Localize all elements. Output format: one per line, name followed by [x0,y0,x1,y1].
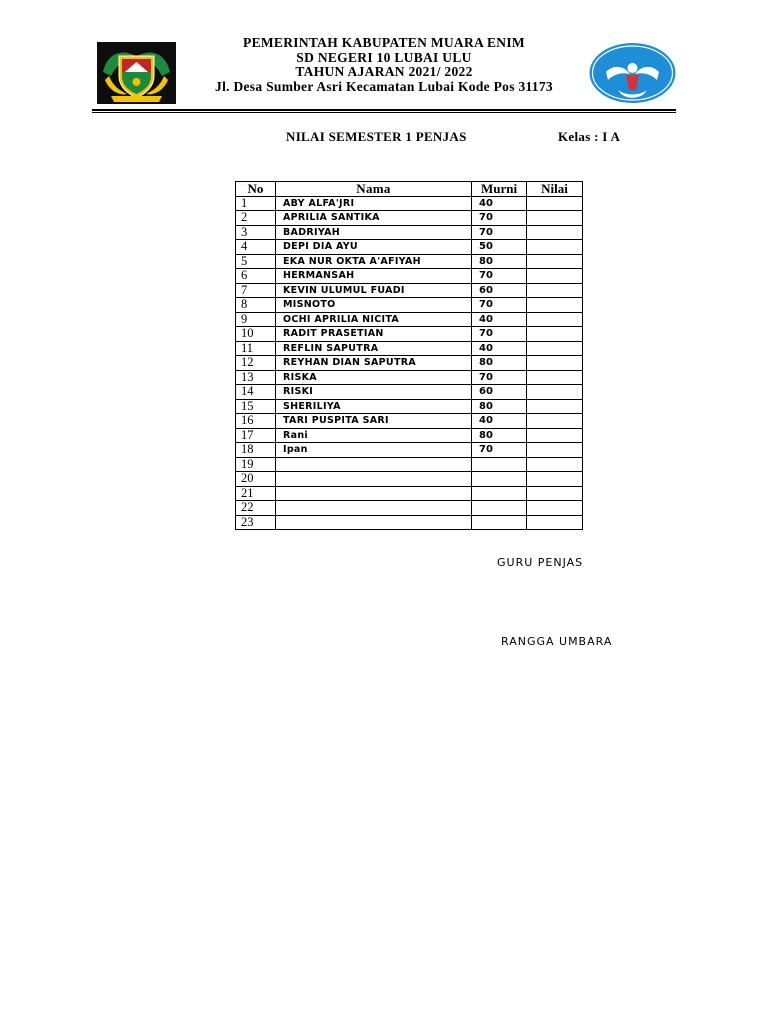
cell-nama: BADRIYAH [276,225,472,240]
cell-no: 15 [236,399,276,414]
cell-no: 23 [236,515,276,530]
cell-murni [472,457,527,472]
cell-no: 11 [236,341,276,356]
cell-no: 10 [236,327,276,342]
table-row [236,515,583,530]
cell-no: 6 [236,269,276,284]
cell-no: 2 [236,211,276,226]
teacher-role: GURU PENJAS [497,556,584,569]
cell-nama: Rani [276,428,472,443]
cell-nama: KEVIN ULUMUL FUADI [276,283,472,298]
table-row [236,457,583,472]
cell-murni [472,472,527,487]
cell-nilai [527,515,583,530]
table-row [236,341,583,356]
cell-no: 12 [236,356,276,371]
cell-murni [472,515,527,530]
cell-nilai [527,240,583,255]
cell-murni: 40 [472,341,527,356]
cell-nilai [527,225,583,240]
table-row [236,443,583,458]
table-row [236,370,583,385]
cell-nama: DEPI DIA AYU [276,240,472,255]
table-row [236,269,583,284]
cell-no: 21 [236,486,276,501]
letterhead-school-name: SD NEGERI 10 LUBAI ULU [296,49,472,65]
column-header-nilai: Nilai [527,182,583,197]
cell-nama: APRILIA SANTIKA [276,211,472,226]
cell-nama [276,457,472,472]
column-header-no: No [236,182,276,197]
letterhead-address: Jl. Desa Sumber Asri Kecamatan Lubai Kode Pos 31173 [215,78,553,94]
cell-nama: EKA NUR OKTA A'AFIYAH [276,254,472,269]
cell-nama: OCHI APRILIA NICITA [276,312,472,327]
cell-murni: 40 [472,196,527,211]
cell-murni: 70 [472,298,527,313]
cell-nilai [527,472,583,487]
column-header-murni: Murni [472,182,527,197]
letterhead-rule-thick [92,109,676,111]
school-letterhead [180,36,588,94]
cell-murni [472,486,527,501]
table-row [236,283,583,298]
cell-nilai [527,356,583,371]
cell-nilai [527,443,583,458]
table-row [236,414,583,429]
cell-nilai [527,298,583,313]
cell-nilai [527,501,583,516]
cell-nama: Ipan [276,443,472,458]
cell-no: 7 [236,283,276,298]
cell-no: 22 [236,501,276,516]
cell-no: 5 [236,254,276,269]
teacher-name: RANGGA UMBARA [501,635,613,648]
cell-no: 19 [236,457,276,472]
cell-nama: REYHAN DIAN SAPUTRA [276,356,472,371]
cell-no: 13 [236,370,276,385]
cell-no: 20 [236,472,276,487]
cell-murni: 70 [472,443,527,458]
cell-nilai [527,486,583,501]
cell-nama [276,472,472,487]
table-row [236,225,583,240]
cell-murni: 80 [472,428,527,443]
table-row [236,211,583,226]
emblem-motto: TUT WURI HANDAYANI [588,37,663,44]
cell-no: 1 [236,196,276,211]
grades-table [235,181,583,530]
cell-no: 16 [236,414,276,429]
cell-murni: 70 [472,327,527,342]
cell-nilai [527,196,583,211]
cell-nama: RISKI [276,385,472,400]
cell-murni: 40 [472,312,527,327]
cell-no: 3 [236,225,276,240]
cell-nilai [527,385,583,400]
column-header-nama: Nama [276,182,472,197]
class-label: Kelas : I A [558,129,621,144]
cell-nama: HERMANSAH [276,269,472,284]
cell-murni: 80 [472,399,527,414]
cell-nama: REFLIN SAPUTRA [276,341,472,356]
cell-murni: 80 [472,356,527,371]
letterhead-government: PEMERINTAH KABUPATEN MUARA ENIM [243,35,525,50]
cell-nama: RISKA [276,370,472,385]
cell-murni: 70 [472,211,527,226]
cell-nama [276,486,472,501]
muara-enim-regency-emblem-icon [97,42,176,104]
table-row [236,428,583,443]
table-row [236,312,583,327]
cell-nama: TARI PUSPITA SARI [276,414,472,429]
table-row [236,385,583,400]
cell-no: 9 [236,312,276,327]
cell-nilai [527,254,583,269]
cell-murni: 60 [472,385,527,400]
cell-nilai [527,327,583,342]
cell-nama: SHERILIYA [276,399,472,414]
cell-nilai [527,269,583,284]
cell-no: 8 [236,298,276,313]
cell-nilai [527,211,583,226]
cell-murni: 80 [472,254,527,269]
table-row [236,472,583,487]
cell-nilai [527,414,583,429]
document-title: NILAI SEMESTER 1 PENJAS [286,129,467,144]
cell-nilai [527,457,583,472]
cell-murni: 60 [472,283,527,298]
cell-nilai [527,341,583,356]
table-row [236,196,583,211]
cell-murni: 40 [472,414,527,429]
cell-no: 4 [236,240,276,255]
cell-nama [276,515,472,530]
cell-murni: 50 [472,240,527,255]
table-row [236,298,583,313]
letterhead-academic-year: TAHUN AJARAN 2021/ 2022 [295,64,473,79]
cell-nama [276,501,472,516]
cell-no: 14 [236,385,276,400]
cell-nilai [527,399,583,414]
tut-wuri-handayani-emblem-icon [588,37,677,104]
cell-nilai [527,370,583,385]
table-row [236,254,583,269]
cell-nilai [527,428,583,443]
cell-nama: MISNOTO [276,298,472,313]
cell-nama: ABY ALFA'JRI [276,196,472,211]
table-row [236,356,583,371]
cell-murni: 70 [472,225,527,240]
table-row [236,327,583,342]
letterhead-rule-thin [92,112,676,113]
cell-murni [472,501,527,516]
cell-murni: 70 [472,370,527,385]
cell-nilai [527,283,583,298]
table-row [236,501,583,516]
table-row [236,399,583,414]
table-row [236,486,583,501]
table-header-row [236,182,583,197]
cell-no: 17 [236,428,276,443]
cell-nilai [527,312,583,327]
cell-murni: 70 [472,269,527,284]
table-row [236,240,583,255]
cell-no: 18 [236,443,276,458]
cell-nama: RADIT PRASETIAN [276,327,472,342]
